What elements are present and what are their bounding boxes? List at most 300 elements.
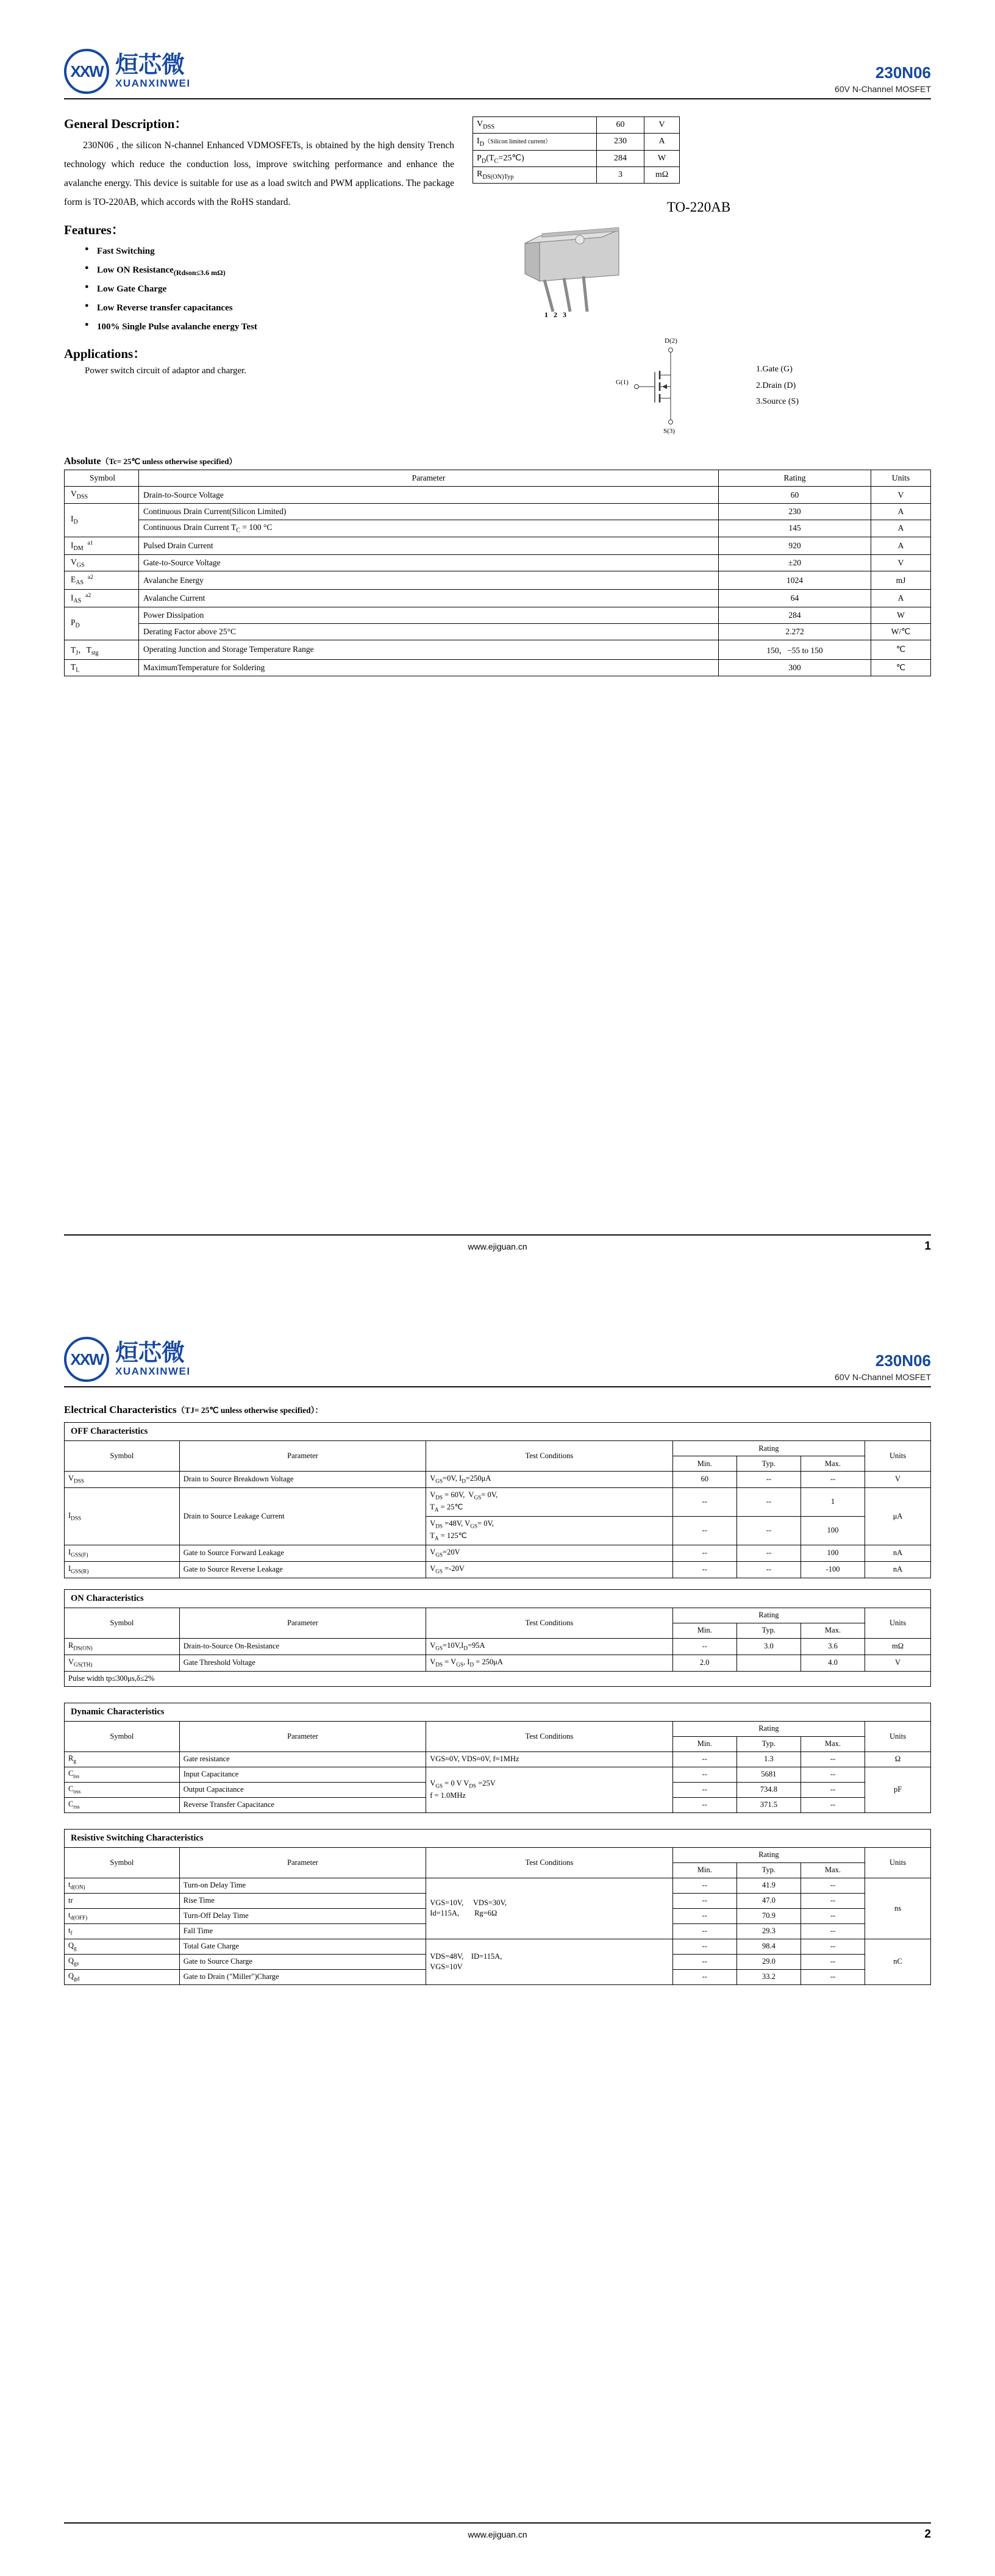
col-max: Max.: [801, 1456, 865, 1472]
table-row: [65, 487, 931, 504]
cell-min: 60: [672, 1472, 736, 1488]
table-row: [65, 1939, 931, 1954]
off-characteristics-block: [64, 1422, 931, 1440]
cell-typ: [736, 1655, 801, 1671]
part-number: 230N06: [875, 63, 931, 82]
spec-symbol: $I_D(Silicon$ limited current）: [473, 133, 597, 150]
col-min: Min.: [672, 1736, 736, 1751]
rating-symbol: $V_{DSS}$: [65, 487, 139, 504]
cell-typ: --: [736, 1472, 801, 1488]
table-header-row: [65, 470, 931, 487]
cell-units: mΩ: [865, 1638, 931, 1655]
cell-units: Ω: [865, 1751, 931, 1767]
rating-units: A: [871, 589, 931, 607]
page-number: 2: [924, 2528, 931, 2541]
table-row: [65, 1487, 931, 1516]
cell-symbol: $t_{d(ON)}$: [65, 1878, 180, 1893]
table-row: [473, 167, 680, 184]
mosfet-symbol-icon: [599, 334, 739, 438]
col-rating: Rating: [719, 470, 871, 487]
page-header: [64, 0, 931, 94]
cell-parameter: Rise Time: [179, 1893, 426, 1908]
pulse-width-note: Pulse width tp≤300μs,δ≤2%: [65, 1671, 931, 1686]
table-row: [65, 1767, 931, 1782]
cell-max: --: [801, 1878, 865, 1893]
rating-value: 920: [719, 537, 871, 554]
feature-item: [85, 261, 454, 281]
footer-divider: [64, 1234, 931, 1236]
feature-item: [85, 242, 454, 261]
cell-symbol: $Q_g$: [65, 1939, 180, 1954]
feature-item: [85, 299, 454, 318]
col-symbol: Symbol: [65, 1608, 180, 1638]
cell-parameter: Drain to Source Leakage Current: [179, 1487, 426, 1545]
rating-units: A: [871, 537, 931, 554]
cell-min: 2.0: [672, 1655, 736, 1671]
svg-text:D(2): D(2): [665, 337, 677, 345]
rating-parameter: Avalanche Current: [139, 589, 719, 607]
cell-typ: --: [736, 1561, 801, 1578]
col-units: Units: [865, 1847, 931, 1878]
cell-typ: 371.5: [736, 1797, 801, 1812]
absolute-ratings-label: Absolute: [64, 456, 101, 467]
company-logo: [64, 49, 191, 94]
spec-unit: W: [644, 150, 680, 167]
rating-symbol: $E_{AS}$ $^{a2}$: [65, 571, 139, 589]
rating-symbol: $P_D$: [65, 607, 139, 640]
spec-symbol: $V_{DSS}$: [473, 117, 597, 134]
logo-english-name: XUANXINWEI: [115, 77, 191, 89]
svg-text:G(1): G(1): [616, 379, 629, 387]
cell-max: --: [801, 1954, 865, 1969]
cell-min: --: [672, 1751, 736, 1767]
cell-typ: 734.8: [736, 1782, 801, 1797]
col-rating: Rating: [672, 1608, 865, 1623]
cell-parameter: Input Capacitance: [179, 1767, 426, 1782]
cell-units: nA: [865, 1561, 931, 1578]
col-typ: Typ.: [736, 1736, 801, 1751]
cell-max: 1: [801, 1487, 865, 1516]
cell-symbol: $R_{DS(ON)}$: [65, 1638, 180, 1655]
cell-max: 100: [801, 1516, 865, 1545]
col-test-conditions: Test Conditions: [426, 1441, 672, 1472]
col-max: Max.: [801, 1736, 865, 1751]
cell-symbol: $C_{iss}$: [65, 1767, 180, 1782]
spec-symbol: $P_D(T_C=25℃)$: [473, 150, 597, 167]
rating-parameter: Drain-to-Source Voltage: [139, 487, 719, 504]
cell-typ: 98.4: [736, 1939, 801, 1954]
cell-typ: 29.0: [736, 1954, 801, 1969]
schematic-symbol-area: [466, 334, 931, 438]
cell-test: $V_{GS} =-20V$: [426, 1561, 672, 1578]
cell-test: $V_{DS} =48V$, $V_{GS}= 0V$, $T_A$ = 125℃: [426, 1516, 672, 1545]
col-symbol: Symbol: [65, 1441, 180, 1472]
table-row: [65, 520, 931, 537]
rating-value: 60: [719, 487, 871, 504]
cell-max: -100: [801, 1561, 865, 1578]
cell-parameter: Total Gate Charge: [179, 1939, 426, 1954]
rating-value: 2.272: [719, 623, 871, 640]
absolute-ratings-title: [64, 455, 931, 467]
logo-english-name: XUANXINWEI: [115, 1365, 191, 1377]
cell-max: --: [801, 1969, 865, 1984]
cell-parameter: Gate to Source Charge: [179, 1954, 426, 1969]
pin-item: 1.Gate (G): [756, 365, 793, 374]
col-test-conditions: Test Conditions: [426, 1847, 672, 1878]
cell-units: nC: [865, 1939, 931, 1984]
cell-symbol: $t_{d(OFF)}$: [65, 1908, 180, 1923]
cell-typ: 70.9: [736, 1908, 801, 1923]
col-units: Units: [865, 1441, 931, 1472]
rating-symbol: $V_{GS}$: [65, 554, 139, 571]
rating-symbol: $I_{AS}$ $^{a2}$: [65, 589, 139, 607]
table-row: [65, 1472, 931, 1488]
page-header: [64, 1288, 931, 1382]
cell-typ: --: [736, 1487, 801, 1516]
block-title: Dynamic Characteristics: [71, 1706, 165, 1717]
cell-symbol: $V_{DSS}$: [65, 1472, 180, 1488]
col-units: Units: [871, 470, 931, 487]
col-parameter: Parameter: [179, 1721, 426, 1751]
footer-url[interactable]: www.ejiguan.cn: [468, 1242, 527, 1251]
cell-test: $V_{GS}=10V,I_D=95A$: [426, 1638, 672, 1655]
logo-chinese-name: 烜芯微: [115, 51, 185, 79]
cell-test: $V_{GS}=20V$: [426, 1545, 672, 1561]
cell-units: μA: [865, 1487, 931, 1545]
cell-parameter: Drain to Source Breakdown Voltage: [179, 1472, 426, 1488]
electrical-characteristics-title: [64, 1403, 931, 1416]
cell-symbol: $I_{GSS(F)}$: [65, 1545, 180, 1561]
col-max: Max.: [801, 1862, 865, 1878]
applications-body: Power switch circuit of adaptor and charger.: [85, 365, 247, 376]
feature-label: Low Reverse transfer capacitances: [97, 303, 233, 313]
page-number: 1: [924, 1240, 931, 1253]
ec-title-label: Electrical Characteristics: [64, 1404, 177, 1415]
col-typ: Typ.: [736, 1862, 801, 1878]
cell-min: --: [672, 1545, 736, 1561]
logo-chinese-name: 烜芯微: [115, 1339, 185, 1367]
col-parameter: Parameter: [179, 1441, 426, 1472]
table-header-row: [65, 1441, 931, 1456]
cell-max: 4.0: [801, 1655, 865, 1671]
col-min: Min.: [672, 1456, 736, 1472]
table-header-row: [65, 1847, 931, 1862]
dynamic-characteristics-block: [64, 1703, 931, 1721]
cell-min: --: [672, 1878, 736, 1893]
table-header-row: [65, 1608, 931, 1623]
cell-min: --: [672, 1923, 736, 1939]
table-row: [473, 117, 680, 134]
page-2: [0, 1288, 995, 2576]
page-footer: [64, 1234, 931, 1251]
spec-symbol: $R_{DS(ON)Typ}$: [473, 167, 597, 184]
resistive-switching-block: [64, 1829, 931, 1847]
cell-min: --: [672, 1767, 736, 1782]
table-row: [65, 1545, 931, 1561]
cell-symbol: $C_{oss}$: [65, 1782, 180, 1797]
rating-value: 300: [719, 659, 871, 676]
table-row: [65, 571, 931, 589]
rating-parameter: Avalanche Energy: [139, 571, 719, 589]
features-title: Features：: [64, 223, 124, 237]
col-rating: Rating: [672, 1441, 865, 1456]
table-row: [65, 554, 931, 571]
feature-sub: (Rdson≤3.6 mΩ): [173, 268, 226, 277]
col-test-conditions: Test Conditions: [426, 1721, 672, 1751]
cell-max: --: [801, 1782, 865, 1797]
package-name: TO-220AB: [666, 199, 731, 215]
col-symbol: Symbol: [65, 470, 139, 487]
spec-value: 284: [597, 150, 644, 167]
rating-value: ±20: [719, 554, 871, 571]
logo-mark-text: XXW: [70, 62, 103, 80]
key-spec-table: [473, 116, 680, 184]
cell-max: --: [801, 1923, 865, 1939]
applications-title: Applications：: [64, 346, 146, 361]
pin-item: 3.Source (S): [756, 397, 799, 407]
block-title: OFF Characteristics: [71, 1426, 148, 1436]
cell-max: --: [801, 1797, 865, 1812]
rating-parameter: MaximumTemperature for Soldering: [139, 659, 719, 676]
table-row: [65, 503, 931, 520]
cell-parameter: Output Capacitance: [179, 1782, 426, 1797]
cell-symbol: $Q_{gs}$: [65, 1954, 180, 1969]
rating-parameter: Power Dissipation: [139, 607, 719, 623]
rating-value: 150，−55 to 150: [719, 640, 871, 659]
rating-parameter: Continuous Drain Current $T_C = 100$ °C: [139, 520, 719, 537]
on-characteristics-table: [64, 1608, 931, 1687]
cell-min: --: [672, 1782, 736, 1797]
pin-item: 2.Drain (D): [756, 381, 796, 390]
cell-units: nA: [865, 1545, 931, 1561]
rating-parameter: Operating Junction and Storage Temperature Range: [139, 640, 719, 659]
header-divider: [64, 98, 931, 99]
rating-units: mJ: [871, 571, 931, 589]
table-row: [65, 659, 931, 676]
col-units: Units: [865, 1608, 931, 1638]
col-min: Min.: [672, 1862, 736, 1878]
cell-max: --: [801, 1939, 865, 1954]
table-header-row: [65, 1721, 931, 1736]
cell-max: --: [801, 1751, 865, 1767]
rating-units: ℃: [871, 640, 931, 659]
cell-parameter: Reverse Transfer Capacitance: [179, 1797, 426, 1812]
cell-min: --: [672, 1969, 736, 1984]
rating-units: V: [871, 554, 931, 571]
package-pin-numbers: 1 2 3: [544, 310, 568, 320]
table-row: [65, 1655, 931, 1671]
cell-max: --: [801, 1893, 865, 1908]
col-rating: Rating: [672, 1721, 865, 1736]
cell-max: 3.6: [801, 1638, 865, 1655]
cell-parameter: Gate to Source Reverse Leakage: [179, 1561, 426, 1578]
feature-item: [85, 280, 454, 299]
cell-min: --: [672, 1893, 736, 1908]
logo-mark-icon: [64, 49, 109, 94]
rating-symbol: $T_L$: [65, 659, 139, 676]
part-subtitle: 60V N-Channel MOSFET: [835, 1372, 931, 1382]
svg-text:S(3): S(3): [663, 428, 675, 435]
cell-parameter: Turn-on Delay Time: [179, 1878, 426, 1893]
block-title: ON Characteristics: [71, 1593, 144, 1603]
logo-mark-text: XXW: [70, 1350, 103, 1368]
table-row: [65, 623, 931, 640]
cell-units: V: [865, 1472, 931, 1488]
table-row: [65, 1878, 931, 1893]
rating-symbol: $I_{DM}$ $^{a1}$: [65, 537, 139, 554]
rating-units: V: [871, 487, 931, 504]
cell-parameter: Gate resistance: [179, 1751, 426, 1767]
spec-unit: A: [644, 133, 680, 150]
cell-parameter: Turn-Off Delay Time: [179, 1908, 426, 1923]
cell-parameter: Gate to Drain ("Miller")Charge: [179, 1969, 426, 1984]
part-subtitle: 60V N-Channel MOSFET: [835, 84, 931, 94]
table-row: [65, 589, 931, 607]
resistive-switching-table: [64, 1847, 931, 1985]
rating-symbol: $I_D$: [65, 503, 139, 537]
logo-mark-icon: [64, 1337, 109, 1382]
table-row: [65, 1751, 931, 1767]
cell-typ: 5681: [736, 1767, 801, 1782]
cell-typ: 3.0: [736, 1638, 801, 1655]
table-row: [65, 640, 931, 659]
dynamic-characteristics-table: [64, 1721, 931, 1813]
rating-parameter: Continuous Drain Current(Silicon Limited): [139, 503, 719, 520]
spec-unit: mΩ: [644, 167, 680, 184]
absolute-ratings-condition: （Tc= 25℃ unless otherwise specified）: [101, 457, 237, 467]
rating-parameter: Gate-to-Source Voltage: [139, 554, 719, 571]
cell-max: 100: [801, 1545, 865, 1561]
rating-value: 230: [719, 503, 871, 520]
spec-value: 3: [597, 167, 644, 184]
col-units: Units: [865, 1721, 931, 1751]
cell-typ: 41.9: [736, 1878, 801, 1893]
cell-max: --: [801, 1472, 865, 1488]
spec-value: 230: [597, 133, 644, 150]
rating-units: W/℃: [871, 623, 931, 640]
cell-units: pF: [865, 1767, 931, 1812]
footer-url[interactable]: www.ejiguan.cn: [468, 2530, 527, 2539]
rating-value: 1024: [719, 571, 871, 589]
to220ab-package-icon: [466, 219, 722, 326]
footer-divider: [64, 2522, 931, 2524]
col-test-conditions: Test Conditions: [426, 1608, 672, 1638]
page-footer: [64, 2522, 931, 2539]
block-title: Resistive Switching Characteristics: [71, 1833, 204, 1843]
cell-units: V: [865, 1655, 931, 1671]
col-parameter: Parameter: [139, 470, 719, 487]
rating-units: A: [871, 503, 931, 520]
cell-units: ns: [865, 1878, 931, 1939]
rating-value: 145: [719, 520, 871, 537]
col-min: Min.: [672, 1623, 736, 1638]
cell-test: VGS=10V, VDS=30V, Id=115A, Rg=6Ω: [426, 1878, 672, 1939]
cell-min: --: [672, 1487, 736, 1516]
general-description-body: 230N06 , the silicon N-channel Enhanced VDMOSFETs, is obtained by the high density Trench technology which reduce the conduction loss, improve switching performance and enhance the avalanche energy. This device is suitable for use as a load switch and PWM applications. The package form is TO-220AB, which accords with the RoHS standard.: [64, 140, 454, 207]
cell-min: --: [672, 1638, 736, 1655]
cell-max: --: [801, 1908, 865, 1923]
cell-symbol: $C_{rss}$: [65, 1797, 180, 1812]
col-typ: Typ.: [736, 1456, 801, 1472]
feature-label: Low ON Resistance: [97, 265, 174, 275]
rating-value: 64: [719, 589, 871, 607]
cell-symbol: $R_g$: [65, 1751, 180, 1767]
cell-symbol: $V_{GS(TH)}$: [65, 1655, 180, 1671]
rating-value: 284: [719, 607, 871, 623]
cell-test: $V_{DS} = V_{GS}$, $I_D = 250\mu A$: [426, 1655, 672, 1671]
cell-test: VDS=48V, ID=115A, VGS=10V: [426, 1939, 672, 1984]
off-characteristics-table: [64, 1440, 931, 1578]
on-characteristics-block: [64, 1589, 931, 1608]
col-symbol: Symbol: [65, 1847, 180, 1878]
rating-parameter: Pulsed Drain Current: [139, 537, 719, 554]
cell-min: --: [672, 1797, 736, 1812]
part-number: 230N06: [875, 1351, 931, 1370]
col-max: Max.: [801, 1623, 865, 1638]
cell-test: $V_{GS} = 0$ V $V_{DS} =25V$ f = 1.0MHz: [426, 1767, 672, 1812]
col-parameter: Parameter: [179, 1608, 426, 1638]
ec-title-condition: （TJ= 25℃ unless otherwise specified）：: [176, 1406, 323, 1415]
rating-units: ℃: [871, 659, 931, 676]
table-row: [65, 607, 931, 623]
cell-parameter: Gate to Source Forward Leakage: [179, 1545, 426, 1561]
spec-unit: V: [644, 117, 680, 134]
absolute-maximum-ratings-table: [64, 470, 931, 676]
spec-value: 60: [597, 117, 644, 134]
package-drawing: [466, 219, 931, 326]
feature-label: 100% Single Pulse avalanche energy Test: [97, 321, 257, 332]
col-rating: Rating: [672, 1847, 865, 1862]
company-logo: [64, 1337, 191, 1382]
table-row: [65, 1671, 931, 1686]
table-row: [65, 1561, 931, 1578]
cell-symbol: $I_{DSS}$: [65, 1487, 180, 1545]
header-divider: [64, 1386, 931, 1387]
cell-typ: 33.2: [736, 1969, 801, 1984]
cell-typ: --: [736, 1516, 801, 1545]
rating-units: W: [871, 607, 931, 623]
features-list: [64, 242, 454, 337]
cell-min: --: [672, 1516, 736, 1545]
table-row: [473, 133, 680, 150]
col-parameter: Parameter: [179, 1847, 426, 1878]
cell-parameter: Gate Threshold Voltage: [179, 1655, 426, 1671]
feature-label: Fast Switching: [97, 246, 155, 256]
cell-min: --: [672, 1939, 736, 1954]
rating-symbol: $T_J$，$T_{stg}$: [65, 640, 139, 659]
feature-item: [85, 318, 454, 337]
col-symbol: Symbol: [65, 1721, 180, 1751]
cell-typ: 29.3: [736, 1923, 801, 1939]
cell-test: $V_{GS}=0V$, $I_D=250\mu A$: [426, 1472, 672, 1488]
cell-min: --: [672, 1908, 736, 1923]
cell-max: --: [801, 1767, 865, 1782]
cell-symbol: $I_{GSS(R)}$: [65, 1561, 180, 1578]
cell-parameter: Drain-to-Source On-Resistance: [179, 1638, 426, 1655]
table-row: [65, 1638, 931, 1655]
cell-symbol: $Q_{gd}$: [65, 1969, 180, 1984]
cell-symbol: tr: [65, 1893, 180, 1908]
cell-parameter: Fall Time: [179, 1923, 426, 1939]
table-row: [473, 150, 680, 167]
feature-label: Low Gate Charge: [97, 284, 167, 295]
cell-test: VGS≈0V, VDS≈0V, f≈1MHz: [426, 1751, 672, 1767]
rating-units: A: [871, 520, 931, 537]
rating-parameter: Derating Factor above 25°C: [139, 623, 719, 640]
cell-test: $V_{DS} = 60V$, $V_{GS}= 0V$, $T_A$ = 25℃: [426, 1487, 672, 1516]
cell-min: --: [672, 1561, 736, 1578]
col-typ: Typ.: [736, 1623, 801, 1638]
